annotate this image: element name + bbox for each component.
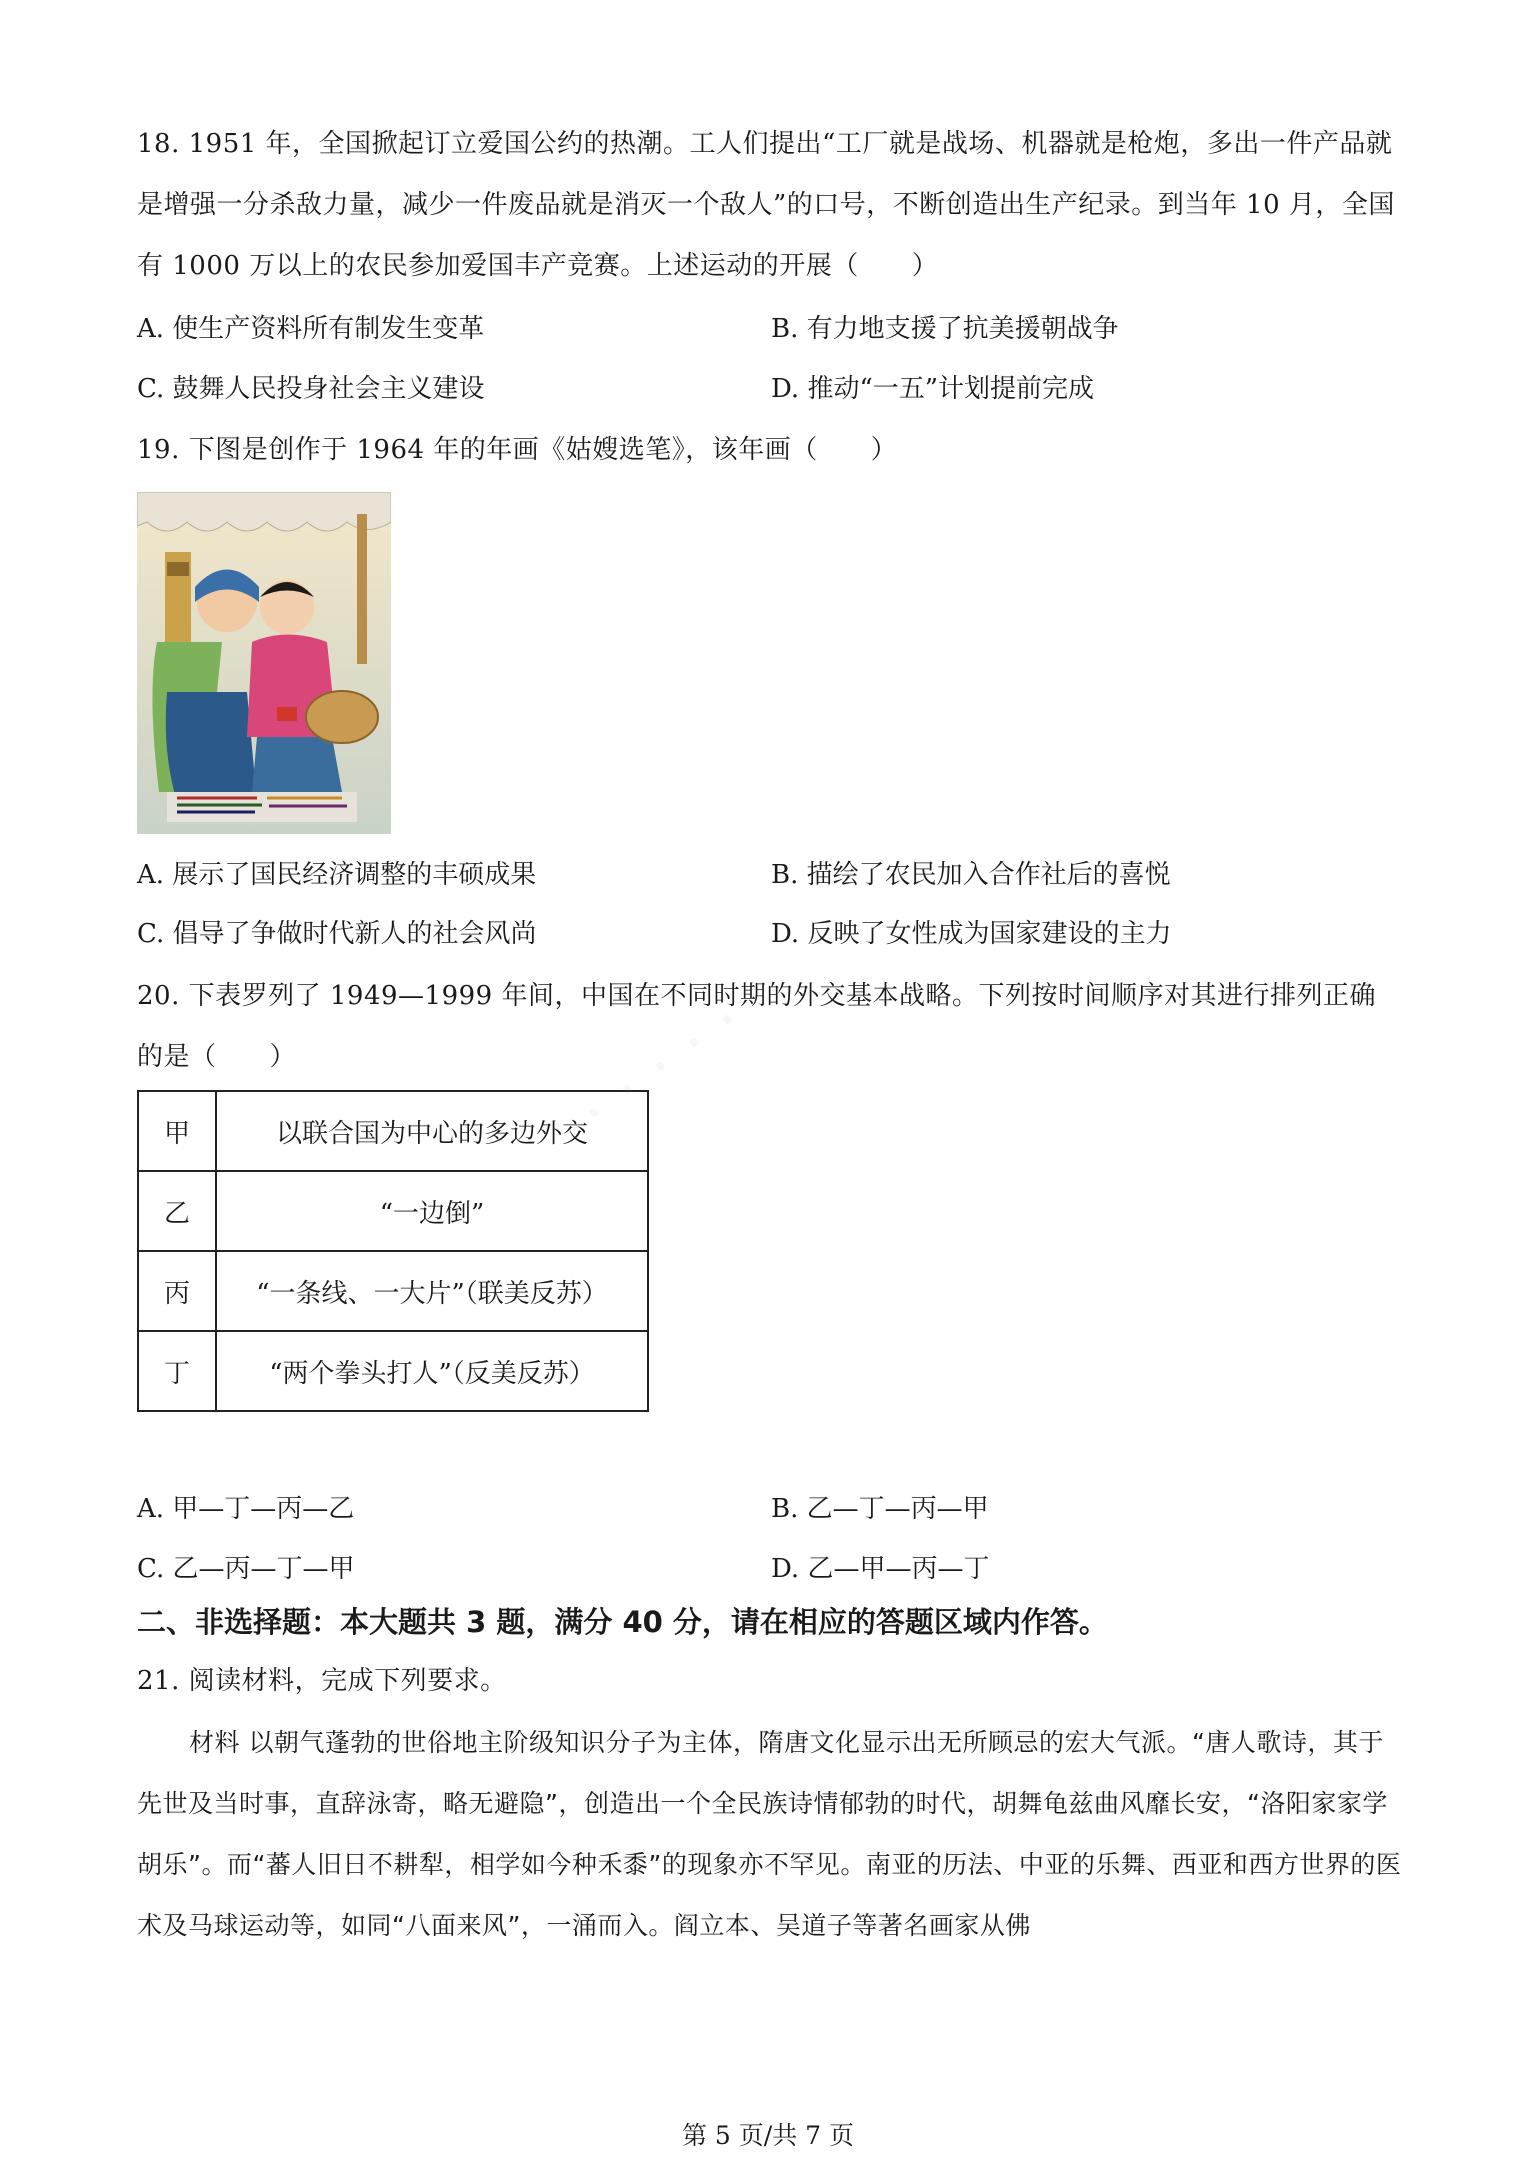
diplomatic-strategy-table	[137, 1090, 649, 1412]
table-value: 以联合国为中心的多边外交	[216, 1091, 648, 1171]
q20-option-d[interactable]: D. 乙—甲—丙—丁	[771, 1554, 990, 1584]
q18-option-c[interactable]: C. 鼓舞人民投身社会主义建设	[137, 374, 485, 404]
section-two-heading: 二、非选择题：本大题共 3 题，满分 40 分，请在相应的答题区域内作答。	[137, 1605, 1108, 1639]
q20-option-c[interactable]: C. 乙—丙—丁—甲	[137, 1554, 355, 1584]
q18-stem: 18. 1951 年，全国掀起订立爱国公约的热潮。工人们提出“工厂就是战场、机器就是枪炮，多出一件产品就是增强一分杀敌力量，减少一件废品就是消灭一个敌人”的口号，不断创造出生产纪录。到当年 10 月，全国有 1000 万以上的农民参加爱国丰产竞赛。上述运动的开展（ ）	[137, 129, 1395, 281]
table-key: 丙	[138, 1251, 216, 1331]
table-key: 乙	[138, 1171, 216, 1251]
table-key: 丁	[138, 1331, 216, 1411]
q19-stem: 19. 下图是创作于 1964 年的年画《姑嫂选笔》，该年画（ ）	[137, 435, 898, 465]
table-row	[138, 1171, 648, 1251]
table-row	[138, 1331, 648, 1411]
watermark-mark: · · · · ·	[565, 984, 758, 1150]
table-row	[138, 1251, 648, 1331]
q20-option-b[interactable]: B. 乙—丁—丙—甲	[771, 1494, 989, 1524]
table-key: 甲	[138, 1091, 216, 1171]
new-year-painting-image	[137, 492, 391, 834]
q20-option-a[interactable]: A. 甲—丁—丙—乙	[137, 1494, 355, 1524]
q19-option-d[interactable]: D. 反映了女性成为国家建设的主力	[771, 919, 1172, 949]
table-value: “一边倒”	[216, 1171, 648, 1251]
q18-option-b[interactable]: B. 有力地支援了抗美援朝战争	[771, 314, 1119, 344]
q19-option-a[interactable]: A. 展示了国民经济调整的丰硕成果	[137, 860, 537, 890]
q18-option-a[interactable]: A. 使生产资料所有制发生变革	[137, 314, 485, 344]
q19-option-c[interactable]: C. 倡导了争做时代新人的社会风尚	[137, 919, 537, 949]
table-row	[138, 1091, 648, 1171]
q21-material: 材料 以朝气蓬勃的世俗地主阶级知识分子为主体，隋唐文化显示出无所顾忌的宏大气派。“唐人歌诗，其于先世及当时事，直辞泳寄，略无避隐”，创造出一个全民族诗情郁勃的时代，胡舞龟兹曲风靡长安，“洛阳家家学胡乐”。而“蕃人旧日不耕犁，相学如今种禾黍”的现象亦不罕见。南亚的历法、中亚的乐舞、西亚和西方世界的医术及马球运动等，如同“八面来风”，一涌而入。阎立本、吴道子等著名画家从佛	[137, 1728, 1402, 1940]
q20-stem: 20. 下表罗列了 1949—1999 年间，中国在不同时期的外交基本战略。下列按时间顺序对其进行排列正确的是（ ）	[137, 981, 1376, 1072]
q18-option-d[interactable]: D. 推动“一五”计划提前完成	[771, 374, 1095, 404]
table-value: “两个拳头打人”（反美反苏）	[216, 1331, 648, 1411]
page-number: 第 5 页/共 7 页	[681, 2121, 855, 2150]
q21-stem: 21. 阅读材料，完成下列要求。	[137, 1666, 507, 1696]
q19-option-b[interactable]: B. 描绘了农民加入合作社后的喜悦	[771, 860, 1171, 890]
table-value: “一条线、一大片”（联美反苏）	[216, 1251, 648, 1331]
